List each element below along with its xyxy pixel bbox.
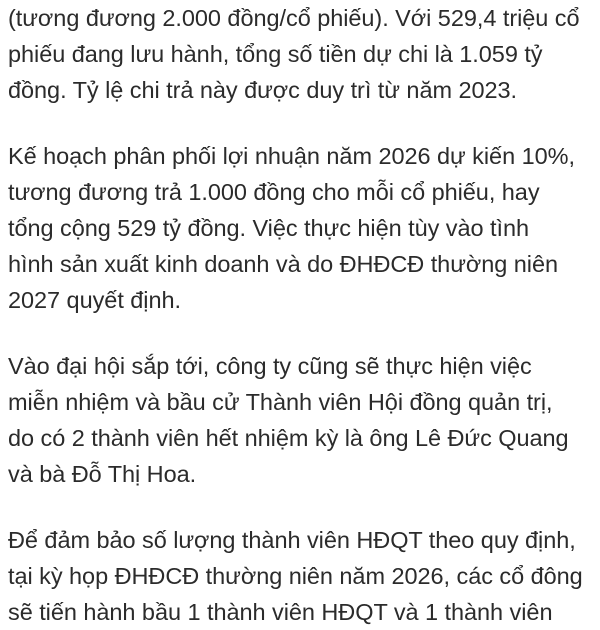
paragraph-4 bbox=[8, 522, 598, 630]
article-body bbox=[8, 0, 598, 630]
text-line: và bà Đỗ Thị Hoa. bbox=[8, 461, 197, 487]
text-line: tương đương trả 1.000 đồng cho mỗi cổ phiếu, hay bbox=[8, 179, 540, 205]
text-line: Kế hoạch phân phối lợi nhuận năm 2026 dự kiến 10%, bbox=[8, 143, 575, 169]
text-line: Để đảm bảo số lượng thành viên HĐQT theo quy định, bbox=[8, 527, 576, 553]
paragraph-2 bbox=[8, 138, 598, 318]
text-line: tại kỳ họp ĐHĐCĐ thường niên năm 2026, các cổ đông bbox=[8, 563, 583, 589]
paragraph-gap bbox=[8, 492, 598, 522]
text-line: phiếu đang lưu hành, tổng số tiền dự chi là 1.059 tỷ bbox=[8, 41, 543, 67]
text-line: tổng cộng 529 tỷ đồng. Việc thực hiện tùy vào tình bbox=[8, 215, 530, 241]
text-line: sẽ tiến hành bầu 1 thành viên HĐQT và 1 thành viên bbox=[8, 599, 553, 625]
text-line: miễn nhiệm và bầu cử Thành viên Hội đồng quản trị, bbox=[8, 389, 553, 415]
text-line: đồng. Tỷ lệ chi trả này được duy trì từ năm 2023. bbox=[8, 77, 518, 103]
text-line: Vào đại hội sắp tới, công ty cũng sẽ thực hiện việc bbox=[8, 353, 532, 379]
paragraph-3 bbox=[8, 348, 598, 492]
text-line: 2027 quyết định. bbox=[8, 287, 181, 313]
text-line: do có 2 thành viên hết nhiệm kỳ là ông Lê Đức Quang bbox=[8, 425, 569, 451]
paragraph-1 bbox=[8, 0, 598, 108]
text-line: hình sản xuất kinh doanh và do ĐHĐCĐ thường niên bbox=[8, 251, 558, 277]
paragraph-gap bbox=[8, 318, 598, 348]
text-line: (tương đương 2.000 đồng/cổ phiếu). Với 529,4 triệu cổ bbox=[8, 5, 580, 31]
paragraph-gap bbox=[8, 108, 598, 138]
